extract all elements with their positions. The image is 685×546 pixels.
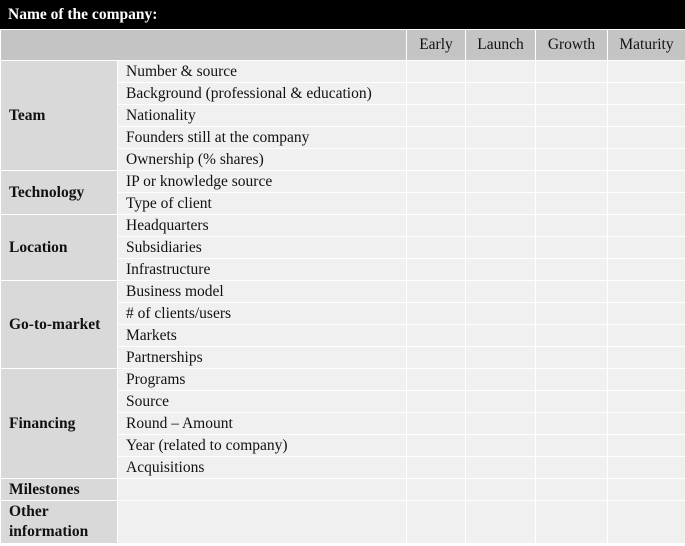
cell-maturity[interactable]	[608, 171, 685, 193]
attribute-label: Infrastructure	[118, 259, 407, 281]
cell-launch[interactable]	[466, 105, 536, 127]
cell-early[interactable]	[407, 325, 466, 347]
attribute-label	[118, 501, 407, 544]
cell-launch[interactable]	[466, 171, 536, 193]
attribute-label: Year (related to company)	[118, 435, 407, 457]
category-other-information: Other information	[1, 501, 118, 544]
attribute-label: Background (professional & education)	[118, 83, 407, 105]
table-row	[1, 281, 685, 303]
cell-launch[interactable]	[466, 303, 536, 325]
cell-early[interactable]	[407, 127, 466, 149]
cell-maturity[interactable]	[608, 369, 685, 391]
cell-early[interactable]	[407, 369, 466, 391]
attribute-label: Headquarters	[118, 215, 407, 237]
cell-launch[interactable]	[466, 83, 536, 105]
header-row	[1, 30, 685, 61]
table-row	[1, 61, 685, 83]
cell-launch[interactable]	[466, 215, 536, 237]
cell-early[interactable]	[407, 237, 466, 259]
attribute-label: Number & source	[118, 61, 407, 83]
category-technology: Technology	[1, 171, 118, 215]
header-blank-cell	[1, 30, 407, 61]
category-go-to-market: Go-to-market	[1, 281, 118, 369]
cell-launch[interactable]	[466, 479, 536, 501]
attribute-label: # of clients/users	[118, 303, 407, 325]
cell-maturity[interactable]	[608, 237, 685, 259]
attribute-label: Nationality	[118, 105, 407, 127]
category-milestones: Milestones	[1, 479, 118, 501]
cell-growth[interactable]	[536, 479, 608, 501]
cell-early[interactable]	[407, 149, 466, 171]
table-row	[1, 171, 685, 193]
cell-maturity[interactable]	[608, 281, 685, 303]
cell-launch[interactable]	[466, 193, 536, 215]
cell-growth[interactable]	[536, 369, 608, 391]
attribute-label: Type of client	[118, 193, 407, 215]
category-financing: Financing	[1, 369, 118, 479]
cell-early[interactable]	[407, 105, 466, 127]
attribute-label: Markets	[118, 325, 407, 347]
cell-growth[interactable]	[536, 457, 608, 479]
cell-early[interactable]	[407, 457, 466, 479]
cell-early[interactable]	[407, 501, 466, 544]
cell-growth[interactable]	[536, 105, 608, 127]
attribute-label: Founders still at the company	[118, 127, 407, 149]
attribute-label: Round – Amount	[118, 413, 407, 435]
cell-maturity[interactable]	[608, 149, 685, 171]
cell-growth[interactable]	[536, 83, 608, 105]
table-row	[1, 215, 685, 237]
cell-growth[interactable]	[536, 391, 608, 413]
cell-maturity[interactable]	[608, 259, 685, 281]
attribute-label: Business model	[118, 281, 407, 303]
attribute-label	[118, 479, 407, 501]
cell-launch[interactable]	[466, 435, 536, 457]
cell-maturity[interactable]	[608, 105, 685, 127]
cell-early[interactable]	[407, 413, 466, 435]
cell-maturity[interactable]	[608, 435, 685, 457]
cell-launch[interactable]	[466, 391, 536, 413]
cell-growth[interactable]	[536, 259, 608, 281]
cell-early[interactable]	[407, 171, 466, 193]
stage-header-launch: Launch	[466, 30, 536, 61]
sheet-title: Name of the company:	[0, 0, 685, 29]
table-row	[1, 369, 685, 391]
cell-early[interactable]	[407, 347, 466, 369]
attribute-label: IP or knowledge source	[118, 171, 407, 193]
cell-maturity[interactable]	[608, 83, 685, 105]
cell-launch[interactable]	[466, 347, 536, 369]
attribute-label: Source	[118, 391, 407, 413]
cell-launch[interactable]	[466, 413, 536, 435]
cell-maturity[interactable]	[608, 413, 685, 435]
cell-growth[interactable]	[536, 237, 608, 259]
attribute-label: Programs	[118, 369, 407, 391]
stage-header-early: Early	[407, 30, 466, 61]
attribute-label: Ownership (% shares)	[118, 149, 407, 171]
attribute-label: Acquisitions	[118, 457, 407, 479]
cell-maturity[interactable]	[608, 391, 685, 413]
cell-early[interactable]	[407, 215, 466, 237]
category-location: Location	[1, 215, 118, 281]
cell-early[interactable]	[407, 83, 466, 105]
cell-launch[interactable]	[466, 457, 536, 479]
attribute-label: Subsidiaries	[118, 237, 407, 259]
cell-early[interactable]	[407, 61, 466, 83]
cell-early[interactable]	[407, 281, 466, 303]
cell-launch[interactable]	[466, 127, 536, 149]
cell-launch[interactable]	[466, 259, 536, 281]
cell-maturity[interactable]	[608, 457, 685, 479]
cell-early[interactable]	[407, 259, 466, 281]
cell-early[interactable]	[407, 303, 466, 325]
cell-growth[interactable]	[536, 435, 608, 457]
cell-growth[interactable]	[536, 413, 608, 435]
cell-early[interactable]	[407, 193, 466, 215]
cell-maturity[interactable]	[608, 479, 685, 501]
attribute-label: Partnerships	[118, 347, 407, 369]
cell-maturity[interactable]	[608, 127, 685, 149]
stage-header-maturity: Maturity	[608, 30, 685, 61]
cell-growth[interactable]	[536, 501, 608, 544]
cell-growth[interactable]	[536, 325, 608, 347]
cell-early[interactable]	[407, 479, 466, 501]
cell-maturity[interactable]	[608, 193, 685, 215]
cell-early[interactable]	[407, 435, 466, 457]
cell-growth[interactable]	[536, 215, 608, 237]
cell-growth[interactable]	[536, 303, 608, 325]
cell-growth[interactable]	[536, 149, 608, 171]
cell-growth[interactable]	[536, 281, 608, 303]
cell-maturity[interactable]	[608, 347, 685, 369]
category-team: Team	[1, 61, 118, 171]
cell-launch[interactable]	[466, 325, 536, 347]
cell-launch[interactable]	[466, 369, 536, 391]
cell-maturity[interactable]	[608, 61, 685, 83]
cell-early[interactable]	[407, 391, 466, 413]
profile-table	[0, 29, 685, 544]
cell-maturity[interactable]	[608, 501, 685, 544]
cell-maturity[interactable]	[608, 303, 685, 325]
cell-launch[interactable]	[466, 61, 536, 83]
cell-growth[interactable]	[536, 127, 608, 149]
cell-launch[interactable]	[466, 237, 536, 259]
table-row	[1, 501, 685, 544]
cell-growth[interactable]	[536, 193, 608, 215]
stage-header-growth: Growth	[536, 30, 608, 61]
cell-maturity[interactable]	[608, 325, 685, 347]
cell-growth[interactable]	[536, 347, 608, 369]
cell-launch[interactable]	[466, 281, 536, 303]
cell-maturity[interactable]	[608, 215, 685, 237]
cell-growth[interactable]	[536, 171, 608, 193]
table-row	[1, 479, 685, 501]
cell-growth[interactable]	[536, 61, 608, 83]
cell-launch[interactable]	[466, 501, 536, 544]
cell-launch[interactable]	[466, 149, 536, 171]
